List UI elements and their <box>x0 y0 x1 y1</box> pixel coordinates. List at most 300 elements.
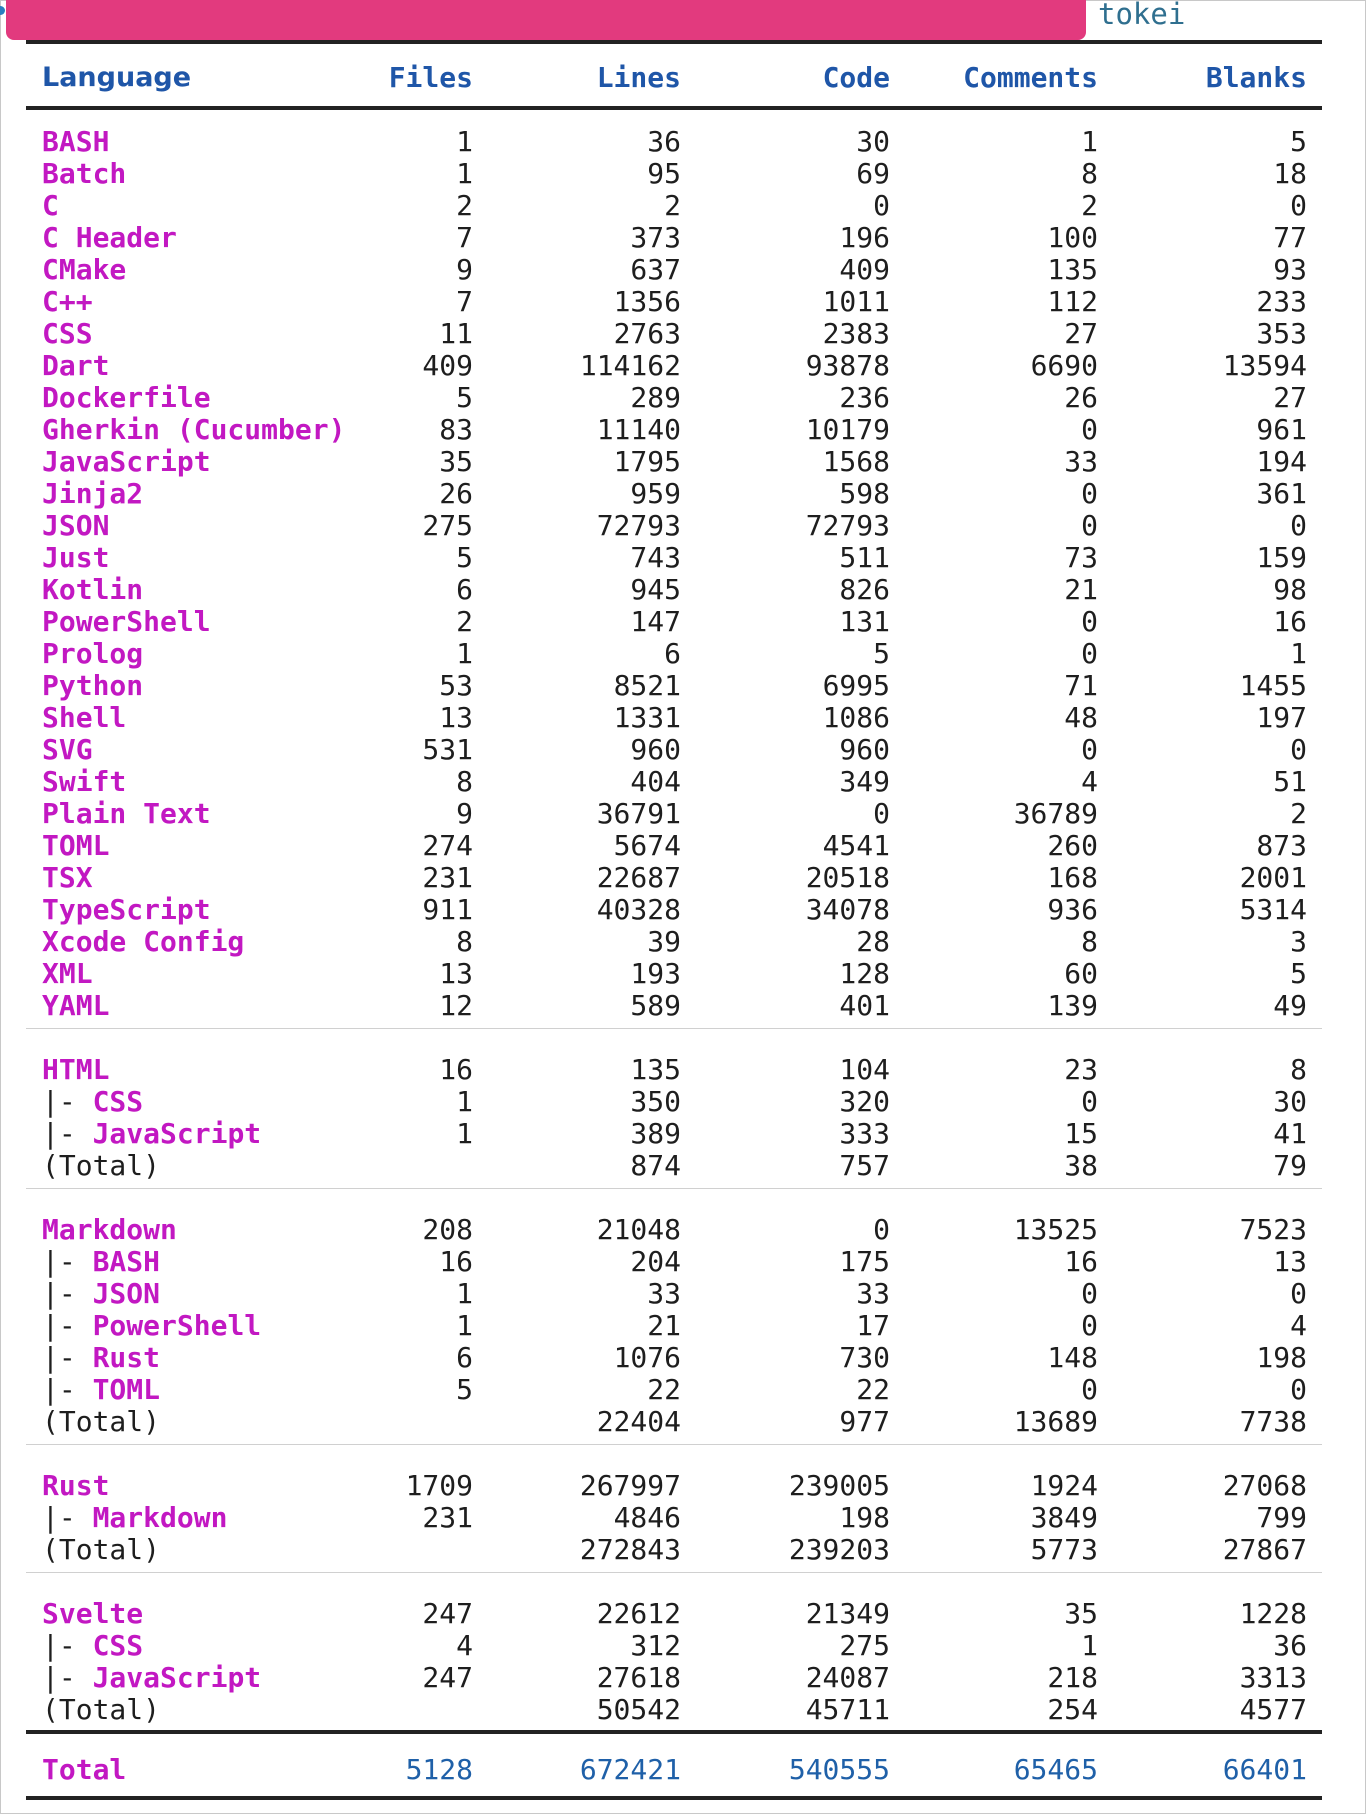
embedded-row <box>0 1630 1366 1662</box>
embedded-row <box>0 1374 1366 1406</box>
code-cell: 977 <box>839 1405 890 1438</box>
lines-cell: 22612 <box>596 1597 681 1630</box>
comments-cell: 8 <box>1081 157 1098 190</box>
grand-total-row <box>0 1754 1366 1786</box>
comments-cell: 168 <box>1047 861 1098 894</box>
language-name: Total <box>42 1753 127 1786</box>
blanks-cell: 27 <box>1273 381 1307 414</box>
language-name: BASH <box>42 125 110 158</box>
language-row <box>0 414 1366 446</box>
files-cell: 12 <box>439 989 473 1022</box>
language-name: (Total) <box>42 1149 161 1182</box>
lines-cell: 33 <box>647 1277 681 1310</box>
language-name: Plain Text <box>42 797 211 830</box>
lines-cell: 135 <box>630 1053 681 1086</box>
language-name: PowerShell <box>42 605 211 638</box>
code-cell: 6995 <box>822 669 890 702</box>
language-cell <box>42 1118 261 1150</box>
language-cell <box>42 734 93 766</box>
tree-prefix: |- <box>42 1629 93 1662</box>
comments-cell: 60 <box>1064 957 1098 990</box>
files-cell: 9 <box>456 797 473 830</box>
language-cell <box>42 1406 160 1438</box>
files-cell: 16 <box>439 1245 473 1278</box>
tree-prefix: |- <box>42 1085 93 1118</box>
comments-cell: 36789 <box>1013 797 1098 830</box>
lines-cell: 147 <box>630 605 681 638</box>
comments-cell: 16 <box>1064 1245 1098 1278</box>
lines-cell: 289 <box>630 381 681 414</box>
language-name: CMake <box>42 253 127 286</box>
code-cell: 239005 <box>788 1469 890 1502</box>
files-cell: 275 <box>422 509 473 542</box>
files-cell: 53 <box>439 669 473 702</box>
blanks-cell: 4577 <box>1239 1693 1307 1726</box>
lines-cell: 272843 <box>579 1533 681 1566</box>
lines-cell: 960 <box>630 733 681 766</box>
language-cell <box>42 1598 143 1630</box>
files-cell: 231 <box>422 1501 473 1534</box>
files-cell: 5128 <box>405 1753 473 1786</box>
code-cell: 409 <box>839 253 890 286</box>
language-name: PowerShell <box>92 1309 262 1342</box>
lines-cell: 2763 <box>613 317 681 350</box>
language-name: TOML <box>92 1373 161 1406</box>
language-name: (Total) <box>42 1405 161 1438</box>
comments-cell: 73 <box>1064 541 1098 574</box>
comments-cell: 0 <box>1081 413 1098 446</box>
comments-cell: 260 <box>1047 829 1098 862</box>
language-cell <box>42 1246 160 1278</box>
code-cell: 333 <box>839 1117 890 1150</box>
comments-cell: 8 <box>1081 925 1098 958</box>
language-cell <box>42 1694 160 1726</box>
language-cell <box>42 190 59 222</box>
comments-cell: 0 <box>1081 1309 1098 1342</box>
comments-cell: 0 <box>1081 1277 1098 1310</box>
language-row <box>0 350 1366 382</box>
code-cell: 598 <box>839 477 890 510</box>
language-cell <box>42 382 211 414</box>
language-name: JavaScript <box>92 1117 262 1150</box>
language-name: JSON <box>92 1277 161 1310</box>
files-cell: 16 <box>439 1053 473 1086</box>
lines-cell: 267997 <box>579 1469 681 1502</box>
lines-cell: 36791 <box>596 797 681 830</box>
group-total-row <box>0 1150 1366 1182</box>
command-text: tokei <box>1098 0 1186 31</box>
blanks-cell: 799 <box>1256 1501 1307 1534</box>
blanks-cell: 197 <box>1256 701 1307 734</box>
language-name: JavaScript <box>42 445 211 478</box>
files-cell: 247 <box>422 1661 473 1694</box>
blanks-cell: 77 <box>1273 221 1307 254</box>
language-row <box>0 670 1366 702</box>
code-cell: 1086 <box>822 701 890 734</box>
lines-cell: 40328 <box>596 893 681 926</box>
code-cell: 0 <box>873 1213 890 1246</box>
language-name: JavaScript <box>92 1661 262 1694</box>
language-cell <box>42 766 126 798</box>
language-row <box>0 990 1366 1022</box>
embedded-row <box>0 1502 1366 1534</box>
blanks-cell: 27068 <box>1222 1469 1307 1502</box>
language-name: Rust <box>92 1341 161 1374</box>
code-cell: 175 <box>839 1245 890 1278</box>
language-cell <box>42 1630 143 1662</box>
language-cell <box>42 862 93 894</box>
header-lines: Lines <box>596 61 681 94</box>
comments-cell: 13525 <box>1013 1213 1098 1246</box>
blanks-cell: 1 <box>1290 637 1307 670</box>
blanks-cell: 0 <box>1290 189 1307 222</box>
files-cell: 531 <box>422 733 473 766</box>
code-cell: 511 <box>839 541 890 574</box>
lines-cell: 404 <box>630 765 681 798</box>
blanks-cell: 159 <box>1256 541 1307 574</box>
blanks-cell: 66401 <box>1222 1753 1307 1786</box>
language-row <box>0 798 1366 830</box>
comments-cell: 48 <box>1064 701 1098 734</box>
language-cell <box>42 1754 126 1786</box>
comments-cell: 13689 <box>1013 1405 1098 1438</box>
language-row <box>0 734 1366 766</box>
language-cell <box>42 254 126 286</box>
blanks-cell: 0 <box>1290 733 1307 766</box>
comments-cell: 4 <box>1081 765 1098 798</box>
embedded-row <box>0 1118 1366 1150</box>
language-cell <box>42 1054 109 1086</box>
lines-cell: 8521 <box>613 669 681 702</box>
language-cell <box>42 1278 160 1310</box>
comments-cell: 26 <box>1064 381 1098 414</box>
code-cell: 730 <box>839 1341 890 1374</box>
language-name: Gherkin (Cucumber) <box>42 413 346 446</box>
files-cell: 6 <box>456 1341 473 1374</box>
lines-cell: 204 <box>630 1245 681 1278</box>
group-total-row <box>0 1406 1366 1438</box>
lines-cell: 193 <box>630 957 681 990</box>
language-cell <box>42 1214 177 1246</box>
code-cell: 1568 <box>822 445 890 478</box>
language-name: C++ <box>42 285 93 318</box>
language-name: Markdown <box>92 1501 228 1534</box>
group-row <box>0 1470 1366 1502</box>
comments-cell: 0 <box>1081 477 1098 510</box>
blanks-cell: 3 <box>1290 925 1307 958</box>
language-row <box>0 478 1366 510</box>
blanks-cell: 2 <box>1290 797 1307 830</box>
language-row <box>0 222 1366 254</box>
code-cell: 33 <box>856 1277 890 1310</box>
blanks-cell: 194 <box>1256 445 1307 478</box>
code-cell: 239203 <box>788 1533 890 1566</box>
embedded-row <box>0 1086 1366 1118</box>
files-cell: 409 <box>422 349 473 382</box>
blanks-cell: 233 <box>1256 285 1307 318</box>
total-top-rule <box>26 1730 1322 1734</box>
group-separator <box>26 1444 1322 1445</box>
embedded-row <box>0 1278 1366 1310</box>
group-total-row <box>0 1694 1366 1726</box>
language-row <box>0 894 1366 926</box>
language-name: SVG <box>42 733 93 766</box>
tree-prefix: |- <box>42 1245 93 1278</box>
lines-cell: 743 <box>630 541 681 574</box>
code-cell: 349 <box>839 765 890 798</box>
lines-cell: 72793 <box>596 509 681 542</box>
comments-cell: 0 <box>1081 733 1098 766</box>
lines-cell: 1356 <box>613 285 681 318</box>
comments-cell: 139 <box>1047 989 1098 1022</box>
language-name: Rust <box>42 1469 110 1502</box>
header-bottom-rule <box>26 106 1322 110</box>
code-cell: 24087 <box>805 1661 890 1694</box>
language-cell <box>42 1342 160 1374</box>
files-cell: 35 <box>439 445 473 478</box>
language-name: Svelte <box>42 1597 144 1630</box>
language-cell <box>42 1310 261 1342</box>
files-cell: 9 <box>456 253 473 286</box>
language-name: (Total) <box>42 1693 161 1726</box>
files-cell: 83 <box>439 413 473 446</box>
comments-cell: 0 <box>1081 1373 1098 1406</box>
files-cell: 1 <box>456 1117 473 1150</box>
language-cell <box>42 158 126 190</box>
code-cell: 826 <box>839 573 890 606</box>
files-cell: 911 <box>422 893 473 926</box>
comments-cell: 21 <box>1064 573 1098 606</box>
code-cell: 960 <box>839 733 890 766</box>
files-cell: 1 <box>456 1277 473 1310</box>
blanks-cell: 79 <box>1273 1149 1307 1182</box>
lines-cell: 39 <box>647 925 681 958</box>
lines-cell: 312 <box>630 1629 681 1662</box>
blanks-cell: 49 <box>1273 989 1307 1022</box>
comments-cell: 35 <box>1064 1597 1098 1630</box>
blanks-cell: 1228 <box>1239 1597 1307 1630</box>
comments-cell: 1924 <box>1030 1469 1098 1502</box>
group-row <box>0 1598 1366 1630</box>
header-code: Code <box>822 61 890 94</box>
language-name: TypeScript <box>42 893 211 926</box>
code-cell: 131 <box>839 605 890 638</box>
language-cell <box>42 798 211 830</box>
comments-cell: 148 <box>1047 1341 1098 1374</box>
blanks-cell: 4 <box>1290 1309 1307 1342</box>
tree-prefix: |- <box>42 1661 93 1694</box>
language-row <box>0 510 1366 542</box>
code-cell: 1011 <box>822 285 890 318</box>
language-cell <box>42 926 244 958</box>
language-name: Prolog <box>42 637 144 670</box>
header-blanks: Blanks <box>1205 61 1307 94</box>
files-cell: 7 <box>456 285 473 318</box>
files-cell: 1 <box>456 1309 473 1342</box>
blanks-cell: 93 <box>1273 253 1307 286</box>
blanks-cell: 198 <box>1256 1341 1307 1374</box>
header-language: Language <box>42 62 192 93</box>
language-cell <box>42 126 109 158</box>
header-row <box>0 62 1366 94</box>
lines-cell: 945 <box>630 573 681 606</box>
language-row <box>0 382 1366 414</box>
comments-cell: 2 <box>1081 189 1098 222</box>
language-cell <box>42 1086 143 1118</box>
language-cell <box>42 1470 109 1502</box>
lines-cell: 389 <box>630 1117 681 1150</box>
tree-prefix: |- <box>42 1277 93 1310</box>
language-row <box>0 158 1366 190</box>
table-top-rule <box>26 40 1322 44</box>
language-name: CSS <box>42 317 93 350</box>
embedded-row <box>0 1342 1366 1374</box>
blanks-cell: 51 <box>1273 765 1307 798</box>
language-cell <box>42 990 109 1022</box>
files-cell: 5 <box>456 1373 473 1406</box>
files-cell: 247 <box>422 1597 473 1630</box>
lines-cell: 1795 <box>613 445 681 478</box>
language-cell <box>42 446 211 478</box>
files-cell: 5 <box>456 381 473 414</box>
lines-cell: 874 <box>630 1149 681 1182</box>
code-cell: 72793 <box>805 509 890 542</box>
files-cell: 13 <box>439 957 473 990</box>
language-cell <box>42 1534 160 1566</box>
language-row <box>0 958 1366 990</box>
code-cell: 540555 <box>788 1753 890 1786</box>
files-cell: 2 <box>456 605 473 638</box>
lines-cell: 114162 <box>579 349 681 382</box>
comments-cell: 6690 <box>1030 349 1098 382</box>
files-cell: 7 <box>456 221 473 254</box>
language-cell <box>42 894 211 926</box>
lines-cell: 350 <box>630 1085 681 1118</box>
blanks-cell: 0 <box>1290 1277 1307 1310</box>
language-name: BASH <box>92 1245 161 1278</box>
files-cell: 1 <box>456 157 473 190</box>
lines-cell: 2 <box>664 189 681 222</box>
comments-cell: 0 <box>1081 605 1098 638</box>
language-cell <box>42 1150 160 1182</box>
language-row <box>0 318 1366 350</box>
lines-cell: 1331 <box>613 701 681 734</box>
language-name: Jinja2 <box>42 477 144 510</box>
language-cell <box>42 318 93 350</box>
comments-cell: 135 <box>1047 253 1098 286</box>
group-separator <box>26 1028 1322 1029</box>
language-name: Dockerfile <box>42 381 211 414</box>
blanks-cell: 7738 <box>1239 1405 1307 1438</box>
files-cell: 5 <box>456 541 473 574</box>
language-cell <box>42 670 143 702</box>
comments-cell: 0 <box>1081 509 1098 542</box>
language-name: C Header <box>42 221 177 254</box>
header-comments: Comments <box>963 61 1098 94</box>
comments-cell: 3849 <box>1030 1501 1098 1534</box>
code-cell: 236 <box>839 381 890 414</box>
code-cell: 0 <box>873 797 890 830</box>
comments-cell: 71 <box>1064 669 1098 702</box>
language-cell <box>42 222 177 254</box>
code-cell: 320 <box>839 1085 890 1118</box>
blanks-cell: 30 <box>1273 1085 1307 1118</box>
tree-prefix: |- <box>42 1117 93 1150</box>
language-cell <box>42 350 109 382</box>
code-cell: 30 <box>856 125 890 158</box>
lines-cell: 1076 <box>613 1341 681 1374</box>
language-cell <box>42 1662 261 1694</box>
tree-prefix: |- <box>42 1501 93 1534</box>
code-cell: 21349 <box>805 1597 890 1630</box>
files-cell: 8 <box>456 765 473 798</box>
language-name: Batch <box>42 157 127 190</box>
language-cell <box>42 606 211 638</box>
lines-cell: 959 <box>630 477 681 510</box>
language-cell <box>42 702 126 734</box>
lines-cell: 373 <box>630 221 681 254</box>
lines-cell: 22 <box>647 1373 681 1406</box>
blanks-cell: 5 <box>1290 125 1307 158</box>
language-name: Python <box>42 669 144 702</box>
blanks-cell: 0 <box>1290 509 1307 542</box>
files-cell: 26 <box>439 477 473 510</box>
code-cell: 93878 <box>805 349 890 382</box>
files-cell: 1 <box>456 125 473 158</box>
embedded-row <box>0 1246 1366 1278</box>
tree-prefix: |- <box>42 1309 93 1342</box>
language-row <box>0 574 1366 606</box>
code-cell: 198 <box>839 1501 890 1534</box>
language-row <box>0 126 1366 158</box>
language-name: TOML <box>42 829 110 862</box>
blanks-cell: 5 <box>1290 957 1307 990</box>
table-bottom-rule <box>26 1796 1322 1800</box>
language-row <box>0 542 1366 574</box>
files-cell: 6 <box>456 573 473 606</box>
lines-cell: 4846 <box>613 1501 681 1534</box>
blanks-cell: 41 <box>1273 1117 1307 1150</box>
comments-cell: 33 <box>1064 445 1098 478</box>
lines-cell: 22687 <box>596 861 681 894</box>
lines-cell: 589 <box>630 989 681 1022</box>
blanks-cell: 8 <box>1290 1053 1307 1086</box>
lines-cell: 672421 <box>579 1753 681 1786</box>
language-cell <box>42 510 109 542</box>
language-name: (Total) <box>42 1533 161 1566</box>
blanks-cell: 961 <box>1256 413 1307 446</box>
language-name: JSON <box>42 509 110 542</box>
blanks-cell: 873 <box>1256 829 1307 862</box>
code-cell: 104 <box>839 1053 890 1086</box>
code-cell: 128 <box>839 957 890 990</box>
files-cell: 1 <box>456 637 473 670</box>
language-name: CSS <box>92 1629 144 1662</box>
blanks-cell: 27867 <box>1222 1533 1307 1566</box>
language-row <box>0 446 1366 478</box>
lines-cell: 5674 <box>613 829 681 862</box>
blanks-cell: 2001 <box>1239 861 1307 894</box>
blanks-cell: 36 <box>1273 1629 1307 1662</box>
tree-prefix: |- <box>42 1341 93 1374</box>
comments-cell: 23 <box>1064 1053 1098 1086</box>
language-cell <box>42 478 143 510</box>
code-cell: 0 <box>873 189 890 222</box>
lines-cell: 637 <box>630 253 681 286</box>
blanks-cell: 18 <box>1273 157 1307 190</box>
code-cell: 28 <box>856 925 890 958</box>
files-cell: 208 <box>422 1213 473 1246</box>
